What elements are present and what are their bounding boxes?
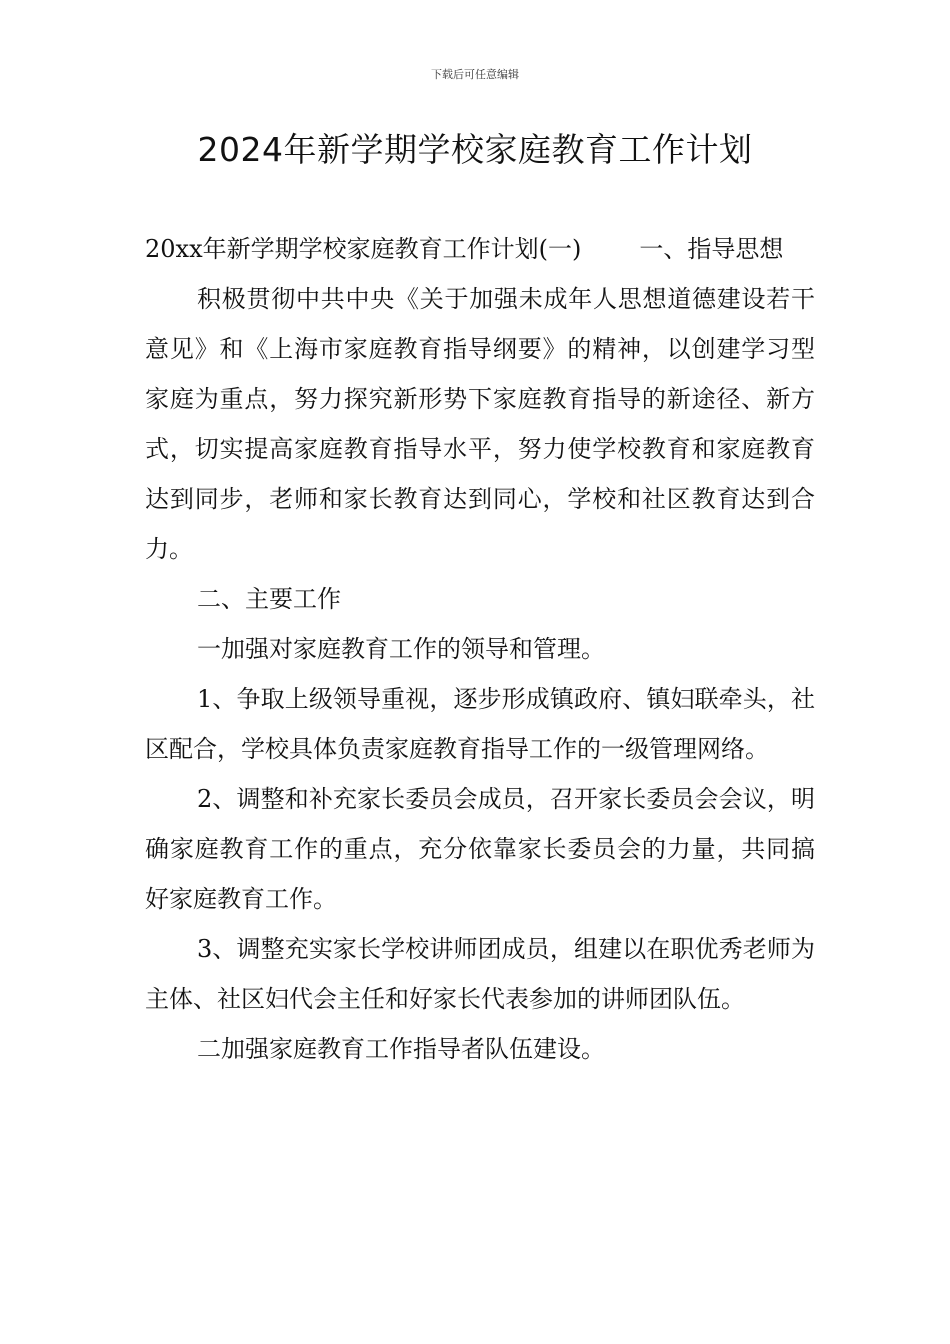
document-title: 2024年新学期学校家庭教育工作计划 <box>197 130 753 169</box>
header-note: 下载后可任意编辑 <box>431 68 519 81</box>
paragraph-item-2: 2、调整和补充家长委员会成员，召开家长委员会会议，明确家庭教育工作的重点，充分依靠家长委员会的力量，共同搞好家庭教育工作。 <box>145 785 815 913</box>
intro-line <box>145 224 815 274</box>
document-body <box>145 224 815 1074</box>
subsection2-heading: 二加强家庭教育工作指导者队伍建设。 <box>197 1035 605 1063</box>
section1-heading: 一、指导思想 <box>639 235 784 263</box>
subsection1-heading: 一加强对家庭教育工作的领导和管理。 <box>197 635 605 663</box>
paragraph-guiding-ideology: 积极贯彻中共中央《关于加强未成年人思想道德建设若干意见》和《上海市家庭教育指导纲要》的精神，以创建学习型家庭为重点，努力探究新形势下家庭教育指导的新途径、新方式，切实提高家庭教育指导水平，努力使学校教育和家庭教育达到同步，老师和家长教育达到同心，学校和社区教育达到合力。 <box>145 285 815 563</box>
paragraph-item-1: 1、争取上级领导重视，逐步形成镇政府、镇妇联牵头，社区配合，学校具体负责家庭教育指导工作的一级管理网络。 <box>145 685 815 763</box>
paragraph-item-3: 3、调整充实家长学校讲师团成员，组建以在职优秀老师为主体、社区妇代会主任和好家长代表参加的讲师团队伍。 <box>145 935 815 1013</box>
section2-heading: 二、主要工作 <box>197 585 341 613</box>
intro-subtitle: 20xx年新学期学校家庭教育工作计划(一) <box>145 235 582 263</box>
